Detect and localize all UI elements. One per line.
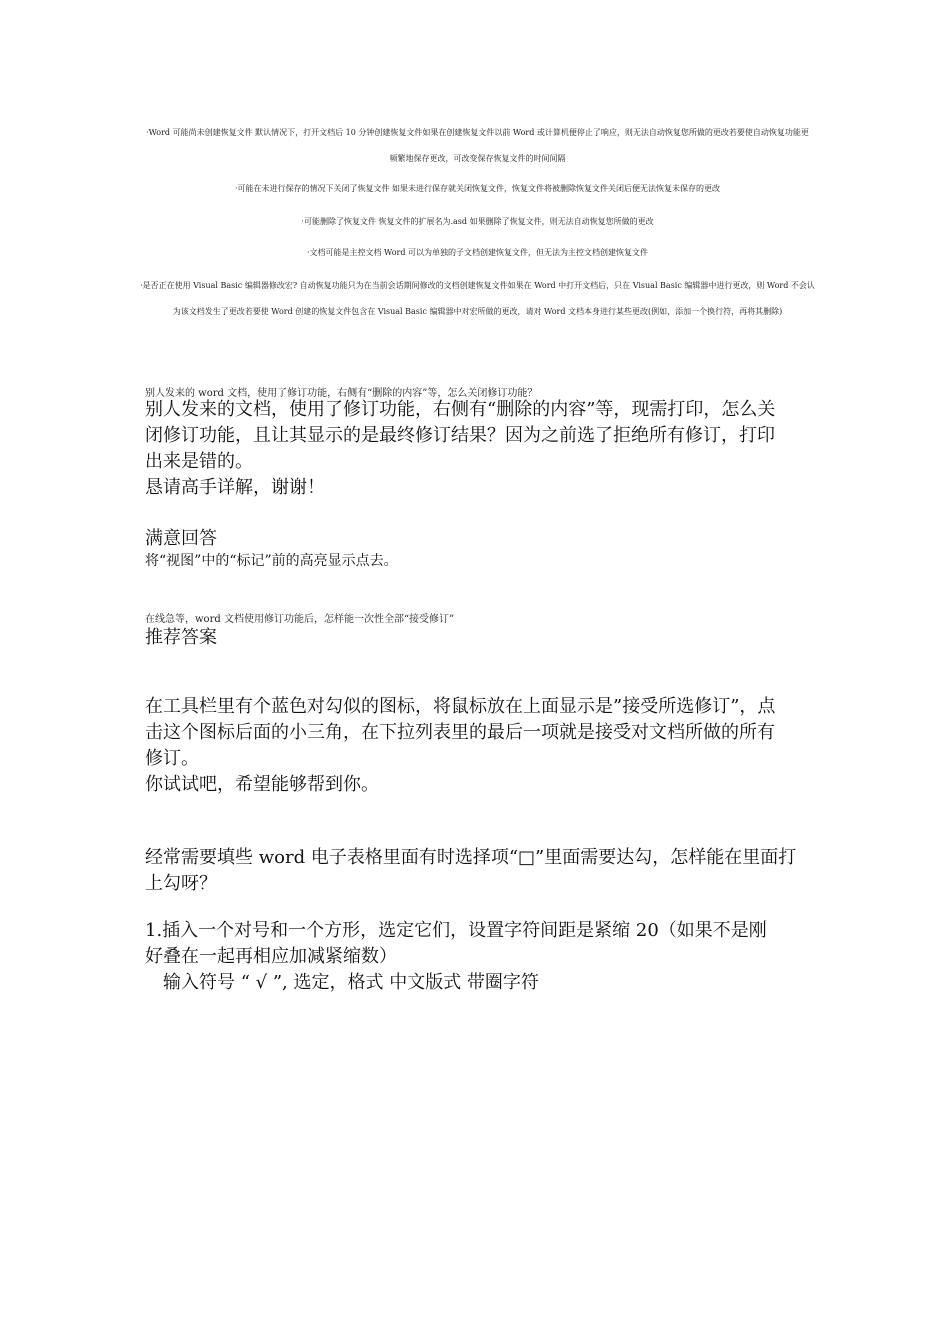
recovery-note-1-line1: ·Word 可能尚未创建恢复文件 默认情况下，打开文档后 10 分钟创建恢复文件如果在创建恢复文件以前 Word 或计算机便停止了响应，则无法自动恢复您所做的更改若要使自动恢复功能更 — [146, 128, 809, 137]
qa2-body — [145, 694, 810, 798]
recovery-note-1 — [140, 122, 815, 170]
recovery-note-3 — [140, 211, 815, 233]
recovery-note-5 — [140, 275, 815, 323]
qa3-question-line1: 经常需要填些 word 电子表格里面有时选择项“□”里面需要达勾，怎样能在里面打 — [145, 847, 797, 868]
qa3-answer-line1: 1.插入一个对号和一个方形，选定它们，设置字符间距是紧缩 20（如果不是刚 — [145, 920, 767, 941]
recovery-note-5-line2: 为该文档发生了更改若要使 Word 创建的恢复文件包含在 Visual Basic 编辑器中对宏所做的更改，请对 Word 文档本身进行某些更改(例如，添加一个换行符，再将其删除) — [172, 307, 783, 316]
qa2-body-line4: 你试试吧，希望能够帮到你。 — [145, 774, 379, 795]
qa1-answer: 将“视图”中的“标记”前的高亮显示点去。 — [145, 553, 398, 569]
qa1-answer-heading: 满意回答 — [145, 528, 217, 549]
qa2-title: 在线急等，word 文档使用修订功能后，怎样能一次性全部“接受修订” — [145, 614, 455, 625]
recovery-note-2-text: ·可能在未进行保存的情况下关闭了恢复文件 如果未进行保存就关闭恢复文件，恢复文件将被删除恢复文件关闭后便无法恢复未保存的更改 — [234, 184, 721, 193]
qa1-body — [145, 397, 810, 501]
recovery-note-4 — [140, 242, 815, 264]
qa3-question-line2: 上勾呀？ — [145, 873, 217, 894]
recovery-note-3-text: ·可能删除了恢复文件 恢复文件的扩展名为.asd 如果删除了恢复文件，则无法自动恢复您所做的更改 — [301, 217, 654, 226]
recovery-note-1-line2: 频繁地保存更改，可改变保存恢复文件的时间间隔 — [389, 154, 566, 163]
qa2-body-line1: 在工具栏里有个蓝色对勾似的图标，将鼠标放在上面显示是”接受所选修订”，点 — [145, 696, 776, 717]
qa2-body-line2: 击这个图标后面的小三角，在下拉列表里的最后一项就是接受对文档所做的所有 — [145, 722, 775, 743]
recovery-note-2 — [140, 178, 815, 200]
qa2-body-line3: 修订。 — [145, 748, 199, 769]
qa3-answer-line3: 输入符号 “ √ ”, 选定，格式 中文版式 带圈字符 — [163, 972, 539, 993]
qa1-body-line2: 闭修订功能，且让其显示的是最终修订结果？因为之前选了拒绝所有修订，打印 — [145, 425, 775, 446]
qa3-question — [145, 845, 810, 897]
recovery-note-5-line1: ·是否正在使用 Visual Basic 编辑器修改宏? 自动恢复功能只为在当前会话期间修改的文档创建恢复文件如果在 Word 中打开文档后，只在 Visual Basic 编辑器中进行更改，则 Word 不会认 — [140, 281, 815, 290]
qa1-title: 别人发来的 word 文档，使用了修订功能，右侧有“删除的内容”等，怎么关闭修订功能？ — [145, 388, 538, 399]
qa1-body-line4: 恳请高手详解，谢谢！ — [145, 477, 325, 498]
qa1-body-line3: 出来是错的。 — [145, 451, 253, 472]
qa3-answer — [145, 918, 810, 996]
qa3-answer-line2: 好叠在一起再相应加减紧缩数） — [145, 946, 397, 967]
qa2-answer-heading: 推荐答案 — [145, 627, 217, 648]
recovery-note-4-text: ·文档可能是主控文档 Word 可以为单独的子文档创建恢复文件，但无法为主控文档创建恢复文件 — [306, 248, 649, 257]
qa1-body-line1: 别人发来的文档，使用了修订功能，右侧有“删除的内容”等，现需打印，怎么关 — [145, 399, 776, 420]
